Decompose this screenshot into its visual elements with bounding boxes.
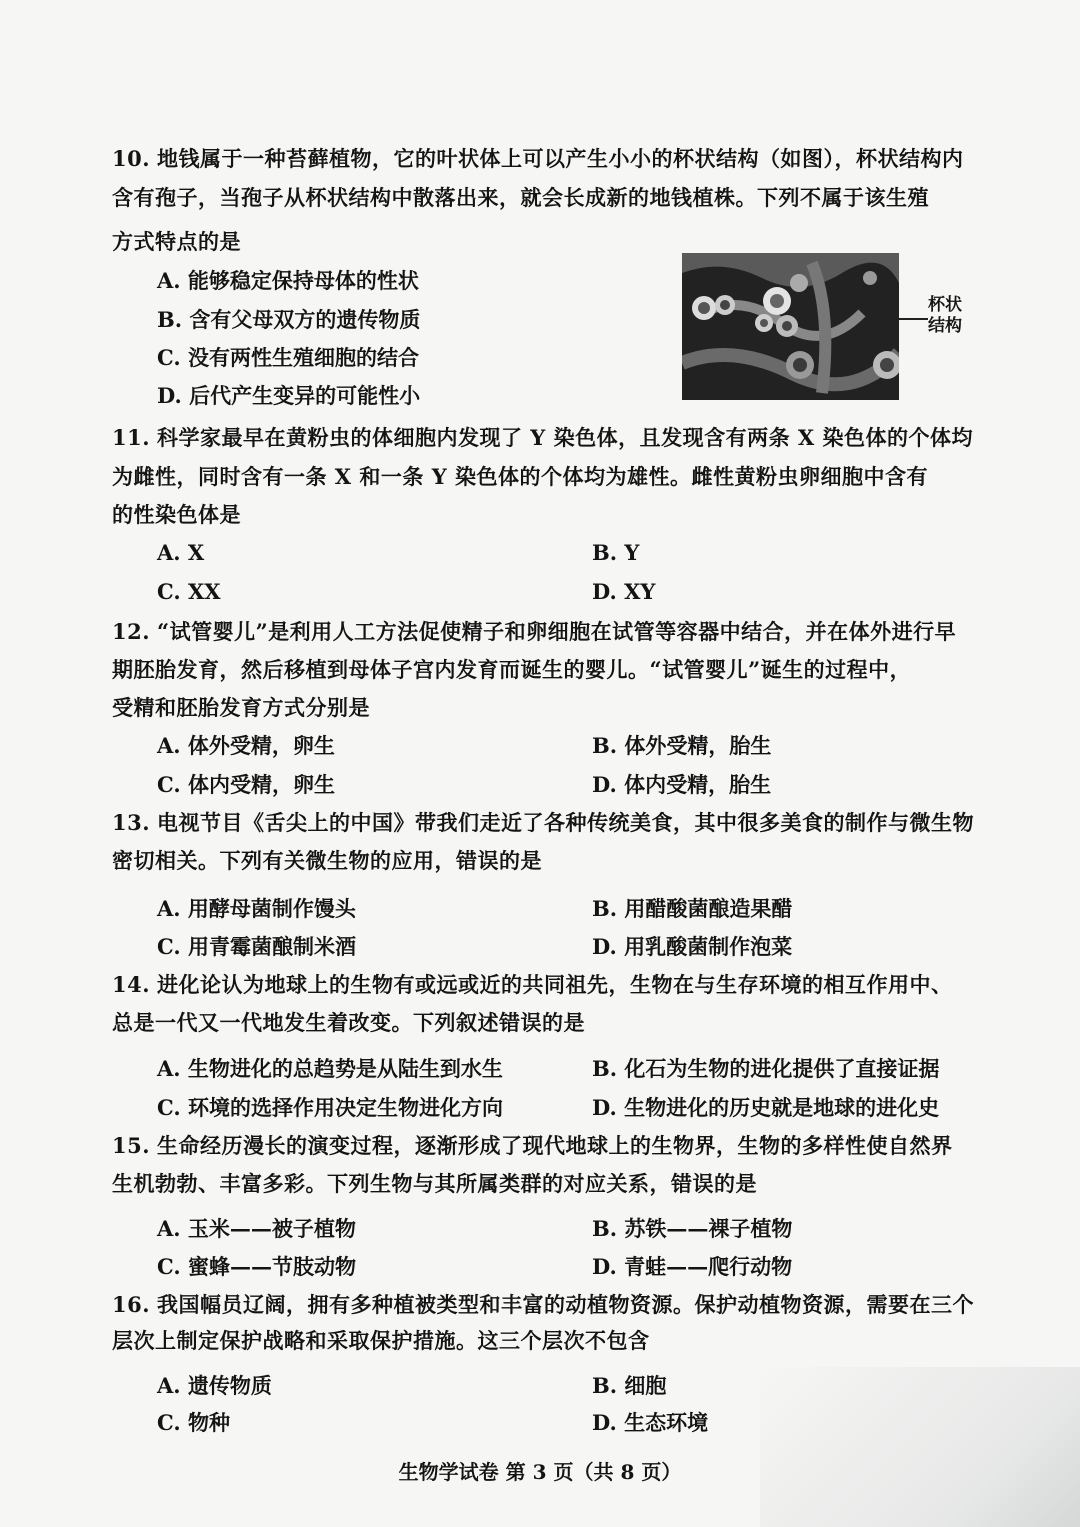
option-b: B. 细胞: [592, 1373, 667, 1398]
option-d: D. 生态环境: [592, 1410, 709, 1435]
question-text-line: 电视节目《舌尖上的中国》带我们走近了各种传统美食，其中很多美食的制作与微生物: [157, 810, 974, 835]
question-text-line: 地钱属于一种苔藓植物，它的叶状体上可以产生小小的杯状结构（如图），杯状结构内: [157, 146, 964, 171]
option-c: C. 物种: [157, 1410, 230, 1435]
question-number: 12.: [112, 619, 151, 644]
question-text-line: 生机勃勃、丰富多彩。下列生物与其所属类群的对应关系，错误的是: [112, 1171, 757, 1196]
option-d: D. 青蛙——爬行动物: [592, 1254, 793, 1279]
question-number: 11.: [112, 425, 151, 450]
option-a: A. 用酵母菌制作馒头: [157, 896, 356, 921]
option-d: D. 后代产生变异的可能性小: [157, 383, 421, 408]
question-text-line: 生命经历漫长的演变过程，逐渐形成了现代地球上的生物界，生物的多样性使自然界: [157, 1133, 953, 1158]
option-c: C. XX: [157, 579, 221, 604]
option-b: B. 化石为生物的进化提供了直接证据: [592, 1056, 940, 1081]
paper-shadow: [760, 1367, 1080, 1527]
option-b: B. 苏铁——裸子植物: [592, 1216, 793, 1241]
figure-pointer-line: [898, 318, 928, 320]
question-text-line: 我国幅员辽阔，拥有多种植被类型和丰富的动植物资源。保护动植物资源，需要在三个: [157, 1292, 974, 1317]
question-number: 13.: [112, 810, 151, 835]
option-d: D. 用乳酸菌制作泡菜: [592, 934, 793, 959]
question-text-line: 含有孢子，当孢子从杯状结构中散落出来，就会长成新的地钱植株。下列不属于该生殖: [112, 185, 929, 210]
option-c: C. 体内受精，卵生: [157, 772, 335, 797]
option-a: A. 生物进化的总趋势是从陆生到水生: [157, 1056, 503, 1081]
option-c: C. 蜜蜂——节肢动物: [157, 1254, 356, 1279]
option-b: B. 含有父母双方的遗传物质: [157, 307, 421, 332]
option-c: C. 没有两性生殖细胞的结合: [157, 345, 419, 370]
question-text-line: 密切相关。下列有关微生物的应用，错误的是: [112, 848, 542, 873]
question-text-line: 进化论认为地球上的生物有或远或近的共同祖先，生物在与生存环境的相互作用中、: [157, 972, 953, 997]
question-text-line: 为雌性，同时含有一条 X 和一条 Y 染色体的个体均为雄性。雌性黄粉虫卵细胞中含有: [112, 464, 929, 489]
question-text-line: 层次上制定保护战略和采取保护措施。这三个层次不包含: [112, 1328, 650, 1353]
option-a: A. X: [157, 540, 205, 565]
question-text-line: 的性染色体是: [112, 502, 241, 527]
option-b: B. Y: [592, 540, 640, 565]
question-number: 14.: [112, 972, 151, 997]
option-b: B. 用醋酸菌酿造果醋: [592, 896, 793, 921]
option-d: D. XY: [592, 579, 656, 604]
figure-label: 杯状 结构: [928, 295, 962, 336]
question-number: 16.: [112, 1292, 151, 1317]
question-text-line: “试管婴儿”是利用人工方法促使精子和卵细胞在试管等容器中结合，并在体外进行早: [157, 619, 957, 644]
question-text-line: 方式特点的是: [112, 229, 241, 254]
question-text-line: 总是一代又一代地发生着改变。下列叙述错误的是: [112, 1010, 585, 1035]
option-a: A. 遗传物质: [157, 1373, 272, 1398]
option-c: C. 用青霉菌酿制米酒: [157, 934, 356, 959]
question-number: 10.: [112, 146, 151, 171]
option-a: A. 玉米——被子植物: [157, 1216, 356, 1241]
option-d: D. 生物进化的历史就是地球的进化史: [592, 1095, 940, 1120]
liverwort-photo: [682, 253, 899, 400]
question-number: 15.: [112, 1133, 151, 1158]
option-d: D. 体内受精，胎生: [592, 772, 772, 797]
liverwort-image: [682, 253, 899, 400]
question-text-line: 受精和胚胎发育方式分别是: [112, 695, 370, 720]
question-text-line: 期胚胎发育，然后移植到母体子宫内发育而诞生的婴儿。“试管婴儿”诞生的过程中，: [112, 657, 912, 682]
page-footer: 生物学试卷 第 3 页（共 8 页）: [398, 1460, 682, 1484]
option-c: C. 环境的选择作用决定生物进化方向: [157, 1095, 503, 1120]
option-a: A. 能够稳定保持母体的性状: [157, 268, 419, 293]
question-text-line: 科学家最早在黄粉虫的体细胞内发现了 Y 染色体，且发现含有两条 X 染色体的个体均: [157, 425, 974, 450]
option-a: A. 体外受精，卵生: [157, 733, 335, 758]
option-b: B. 体外受精，胎生: [592, 733, 772, 758]
